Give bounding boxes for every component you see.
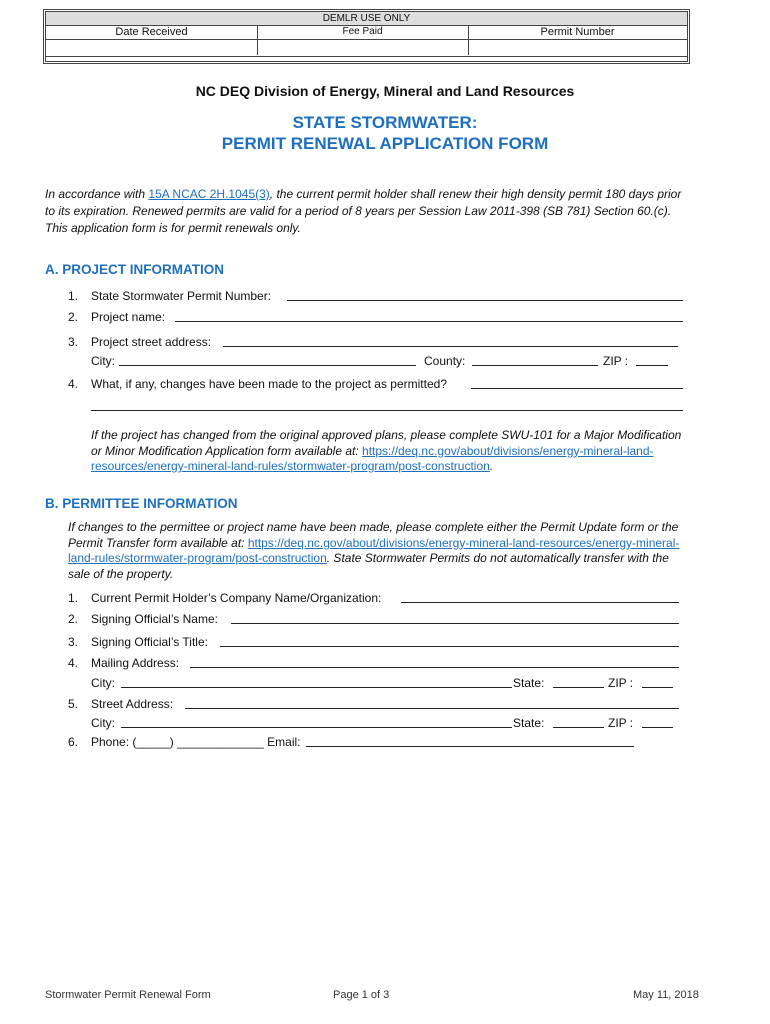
date-received-label: Date Received — [115, 26, 188, 38]
b-item-5-number: 5. — [68, 697, 79, 711]
street-state-input[interactable] — [553, 727, 604, 728]
street-city-input[interactable] — [121, 727, 512, 728]
a-county-input[interactable] — [472, 365, 598, 366]
mailing-zip-input[interactable] — [642, 687, 673, 688]
a-item-2-label: Project name: — [91, 310, 166, 324]
b-street-zip-label: ZIP : — [608, 716, 634, 730]
b-item-2-label: Signing Official’s Name: — [91, 612, 218, 626]
permit-number-input[interactable] — [287, 300, 683, 301]
intro-paragraph — [45, 186, 685, 237]
project-street-address-input[interactable] — [223, 346, 678, 347]
email-input[interactable] — [306, 746, 634, 747]
mailing-state-input[interactable] — [553, 687, 604, 688]
section-a-note-end: . — [489, 459, 494, 473]
footer-date: May 11, 2018 — [633, 989, 699, 1001]
project-changes-input-1[interactable] — [471, 388, 683, 389]
b-item-1-label: Current Permit Holder’s Company Name/Organization: — [91, 591, 382, 605]
demlr-use-only-box — [43, 9, 690, 64]
a-county-label: County: — [424, 354, 466, 368]
a-item-3-number: 3. — [68, 335, 79, 349]
mailing-city-input[interactable] — [121, 687, 512, 688]
mailing-address-input[interactable] — [190, 667, 679, 668]
a-city-input[interactable] — [119, 365, 416, 366]
a-zip-input[interactable] — [636, 365, 668, 366]
b-mail-zip-label: ZIP : — [608, 676, 634, 690]
a-item-1-number: 1. — [68, 289, 79, 303]
ncac-rule-link[interactable]: 15A NCAC 2H.1045(3) — [148, 187, 270, 201]
agency-name: NC DEQ Division of Energy, Mineral and Land Resources — [195, 83, 575, 99]
a-item-4-number: 4. — [68, 377, 79, 391]
section-a-note — [91, 428, 691, 475]
fee-paid-label: Fee Paid — [342, 26, 383, 37]
b-item-5-label: Street Address: — [91, 697, 174, 711]
b-item-2-number: 2. — [68, 612, 79, 626]
post-construction-link-b[interactable]: https://deq.nc.gov/about/divisions/energy-mineral-land-resources/energy-mineral-land-rules/stormwater-program/post-construction — [68, 535, 680, 565]
b-item-6-number: 6. — [68, 735, 79, 749]
footer-page-number: Page 1 of 3 — [333, 989, 390, 1001]
intro-text-end: , the current permit holder shall renew their high density permit 180 days prior to its expiration. Renewed permits are valid for a period of 8 years per Session Law 2011-398 (SB 781) Section 60.(c). This application form is for permit renewals only. — [45, 187, 682, 235]
a-zip-label: ZIP : — [603, 354, 629, 368]
company-name-input[interactable] — [401, 602, 679, 603]
b-item-3-number: 3. — [68, 635, 79, 649]
b-street-city-label: City: — [91, 716, 115, 730]
form-title-line1: STATE STORMWATER: — [292, 113, 478, 132]
section-b-heading: B. PERMITTEE INFORMATION — [45, 496, 238, 511]
a-item-3-label: Project street address: — [91, 335, 212, 349]
street-zip-input[interactable] — [642, 727, 673, 728]
signing-official-title-input[interactable] — [220, 646, 679, 647]
section-a-heading: A. PROJECT INFORMATION — [45, 262, 225, 277]
post-construction-link-a[interactable]: https://deq.nc.gov/about/divisions/energy-mineral-land-resources/energy-mineral-land-rules/stormwater-program/post-construction — [91, 443, 654, 473]
street-address-input[interactable] — [185, 708, 679, 709]
form-title-line2: PERMIT RENEWAL APPLICATION FORM — [221, 134, 549, 153]
b-item-1-number: 1. — [68, 591, 79, 605]
a-item-1-label: State Stormwater Permit Number: — [91, 289, 272, 303]
section-b-note — [68, 520, 686, 582]
section-a-note-text: If the project has changed from the original approved plans, please complete SWU-101 for a Major Modification or Minor Modification Application form available at: — [91, 428, 682, 458]
b-street-state-label: State: — [513, 716, 545, 730]
project-changes-input-2[interactable] — [91, 410, 683, 411]
intro-text-start: In accordance with — [45, 187, 149, 201]
permit-number-field[interactable] — [470, 40, 685, 55]
signing-official-name-input[interactable] — [231, 623, 679, 624]
section-b-note-end: . State Stormwater Permits do not automatically transfer with the sale of the property. — [68, 551, 669, 581]
b-mail-state-label: State: — [513, 676, 545, 690]
permit-number-label: Permit Number — [540, 26, 615, 38]
a-item-4-label: What, if any, changes have been made to the project as permitted? — [91, 377, 447, 391]
a-item-2-number: 2. — [68, 310, 79, 324]
a-city-label: City: — [91, 354, 115, 368]
date-received-field[interactable] — [48, 40, 256, 55]
b-item-3-label: Signing Official’s Title: — [91, 635, 208, 649]
fee-paid-field[interactable] — [259, 40, 467, 55]
project-name-input[interactable] — [175, 321, 683, 322]
b-item-4-number: 4. — [68, 656, 79, 670]
demlr-heading: DEMLR USE ONLY — [46, 12, 687, 26]
section-b-note-text: If changes to the permittee or project name have been made, please complete either the Permit Update form or the Permit Transfer form available at: — [68, 520, 679, 550]
b-mail-city-label: City: — [91, 676, 115, 690]
footer-form-name: Stormwater Permit Renewal Form — [45, 989, 211, 1001]
b-item-6-label: Phone: (_____) _____________ Email: — [91, 735, 301, 749]
b-item-4-label: Mailing Address: — [91, 656, 180, 670]
